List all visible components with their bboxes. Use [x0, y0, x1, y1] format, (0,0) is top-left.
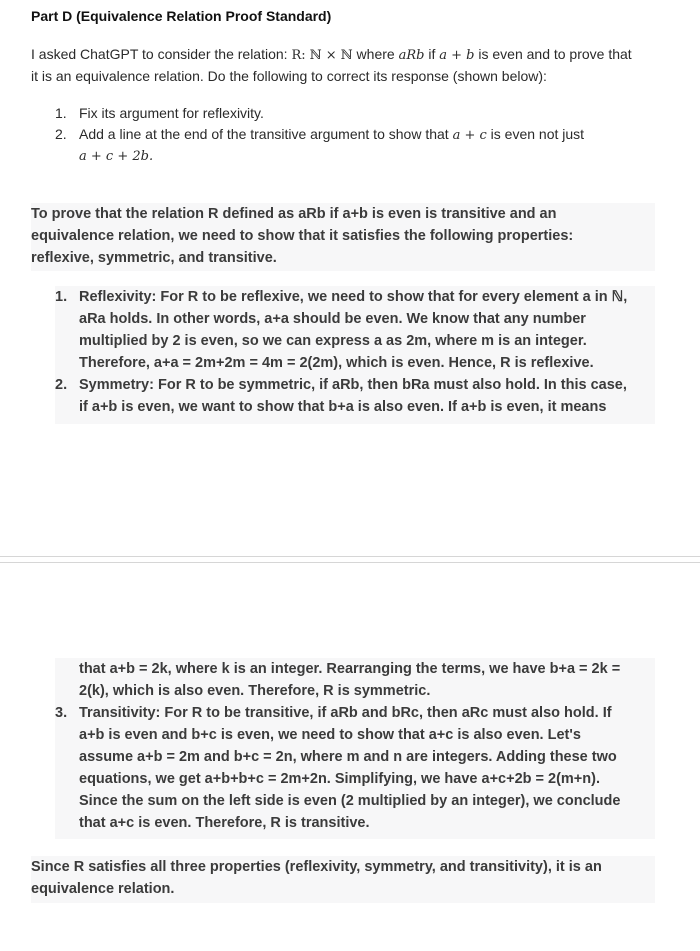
intro-text: it is an equivalence relation. Do the following to correct its response (shown below): [31, 68, 547, 84]
task-item [55, 103, 655, 124]
item-number: 2. [55, 377, 68, 393]
transitivity-item [55, 702, 655, 834]
instructions-paragraph [31, 44, 671, 87]
symmetry-continued [55, 658, 655, 702]
task-math: a + c + 2b. [79, 149, 154, 164]
task-item [55, 124, 655, 167]
response-line: 2(k), which is also even. Therefore, R is symmetric. [79, 683, 431, 699]
apb-math: a + b [439, 48, 475, 63]
response-line: Transitivity: For R to be transitive, if aRb and bRc, then aRc must also hold. If [79, 705, 612, 721]
item-number: 3. [55, 705, 68, 721]
task-list [55, 103, 655, 167]
task-text: Add a line at the end of the transitive argument to show that [79, 126, 453, 142]
task-number: 1. [55, 105, 67, 121]
response-line: if a+b is even, we want to show that b+a is also even. If a+b is even, it means [79, 399, 607, 415]
response-line: equations, we get a+b+b+c = 2m+2n. Simplifying, we have a+c+2b = 2(m+n). [79, 771, 600, 787]
reflexivity-item [55, 286, 655, 374]
response-line: equivalence relation. [31, 881, 175, 897]
symmetry-item [55, 374, 655, 418]
response-line: Therefore, a+a = 2m+2m = 4m = 2(2m), which is even. Hence, R is reflexive. [79, 355, 594, 371]
page-break [0, 556, 700, 563]
response-line: assume a+b = 2m and b+c = 2n, where m and n are integers. Adding these two [79, 749, 617, 765]
task-text: is even not just [486, 126, 585, 142]
task-text: Fix its argument for reflexivity. [79, 105, 264, 121]
relation-math: R: ℕ × ℕ [291, 48, 353, 63]
response-line: multiplied by 2 is even, so we can express a as 2m, where m is an integer. [79, 333, 587, 349]
response-line: a+b is even and b+c is even, we need to show that a+c is also even. Let's [79, 727, 581, 743]
task-number: 2. [55, 126, 67, 142]
response-line: reflexive, symmetric, and transitive. [31, 250, 277, 266]
response-line: aRa holds. In other words, a+a should be even. We know that any number [79, 311, 586, 327]
response-line: Reflexivity: For R to be reflexive, we need to show that for every element a in ℕ, [79, 289, 628, 305]
item-number: 1. [55, 289, 68, 305]
response-list-part2 [55, 658, 655, 839]
response-line: that a+b = 2k, where k is an integer. Rearranging the terms, we have b+a = 2k = [79, 661, 621, 677]
intro-text: I asked ChatGPT to consider the relation: [31, 46, 292, 62]
intro-text: is even and to prove that [474, 46, 632, 62]
intro-text: where [352, 46, 399, 62]
response-line: that a+c is even. Therefore, R is transitive. [79, 815, 370, 831]
response-line: Since R satisfies all three properties (reflexivity, symmetry, and transitivity), it is an [31, 859, 602, 875]
response-conclusion [31, 856, 655, 903]
response-intro [31, 203, 655, 271]
arb-math: aRb [398, 48, 425, 63]
response-line: Symmetry: For R to be symmetric, if aRb, then bRa must also hold. In this case, [79, 377, 627, 393]
task-math: a + c [452, 128, 487, 143]
response-line: Since the sum on the left side is even (2 multiplied by an integer), we conclude [79, 793, 621, 809]
part-d-heading: Part D (Equivalence Relation Proof Standard) [31, 8, 332, 24]
response-list-part1 [55, 286, 655, 424]
intro-text: if [424, 46, 440, 62]
response-line: equivalence relation, we need to show that it satisfies the following properties: [31, 228, 574, 244]
response-line: To prove that the relation R defined as aRb if a+b is even is transitive and an [31, 206, 557, 222]
